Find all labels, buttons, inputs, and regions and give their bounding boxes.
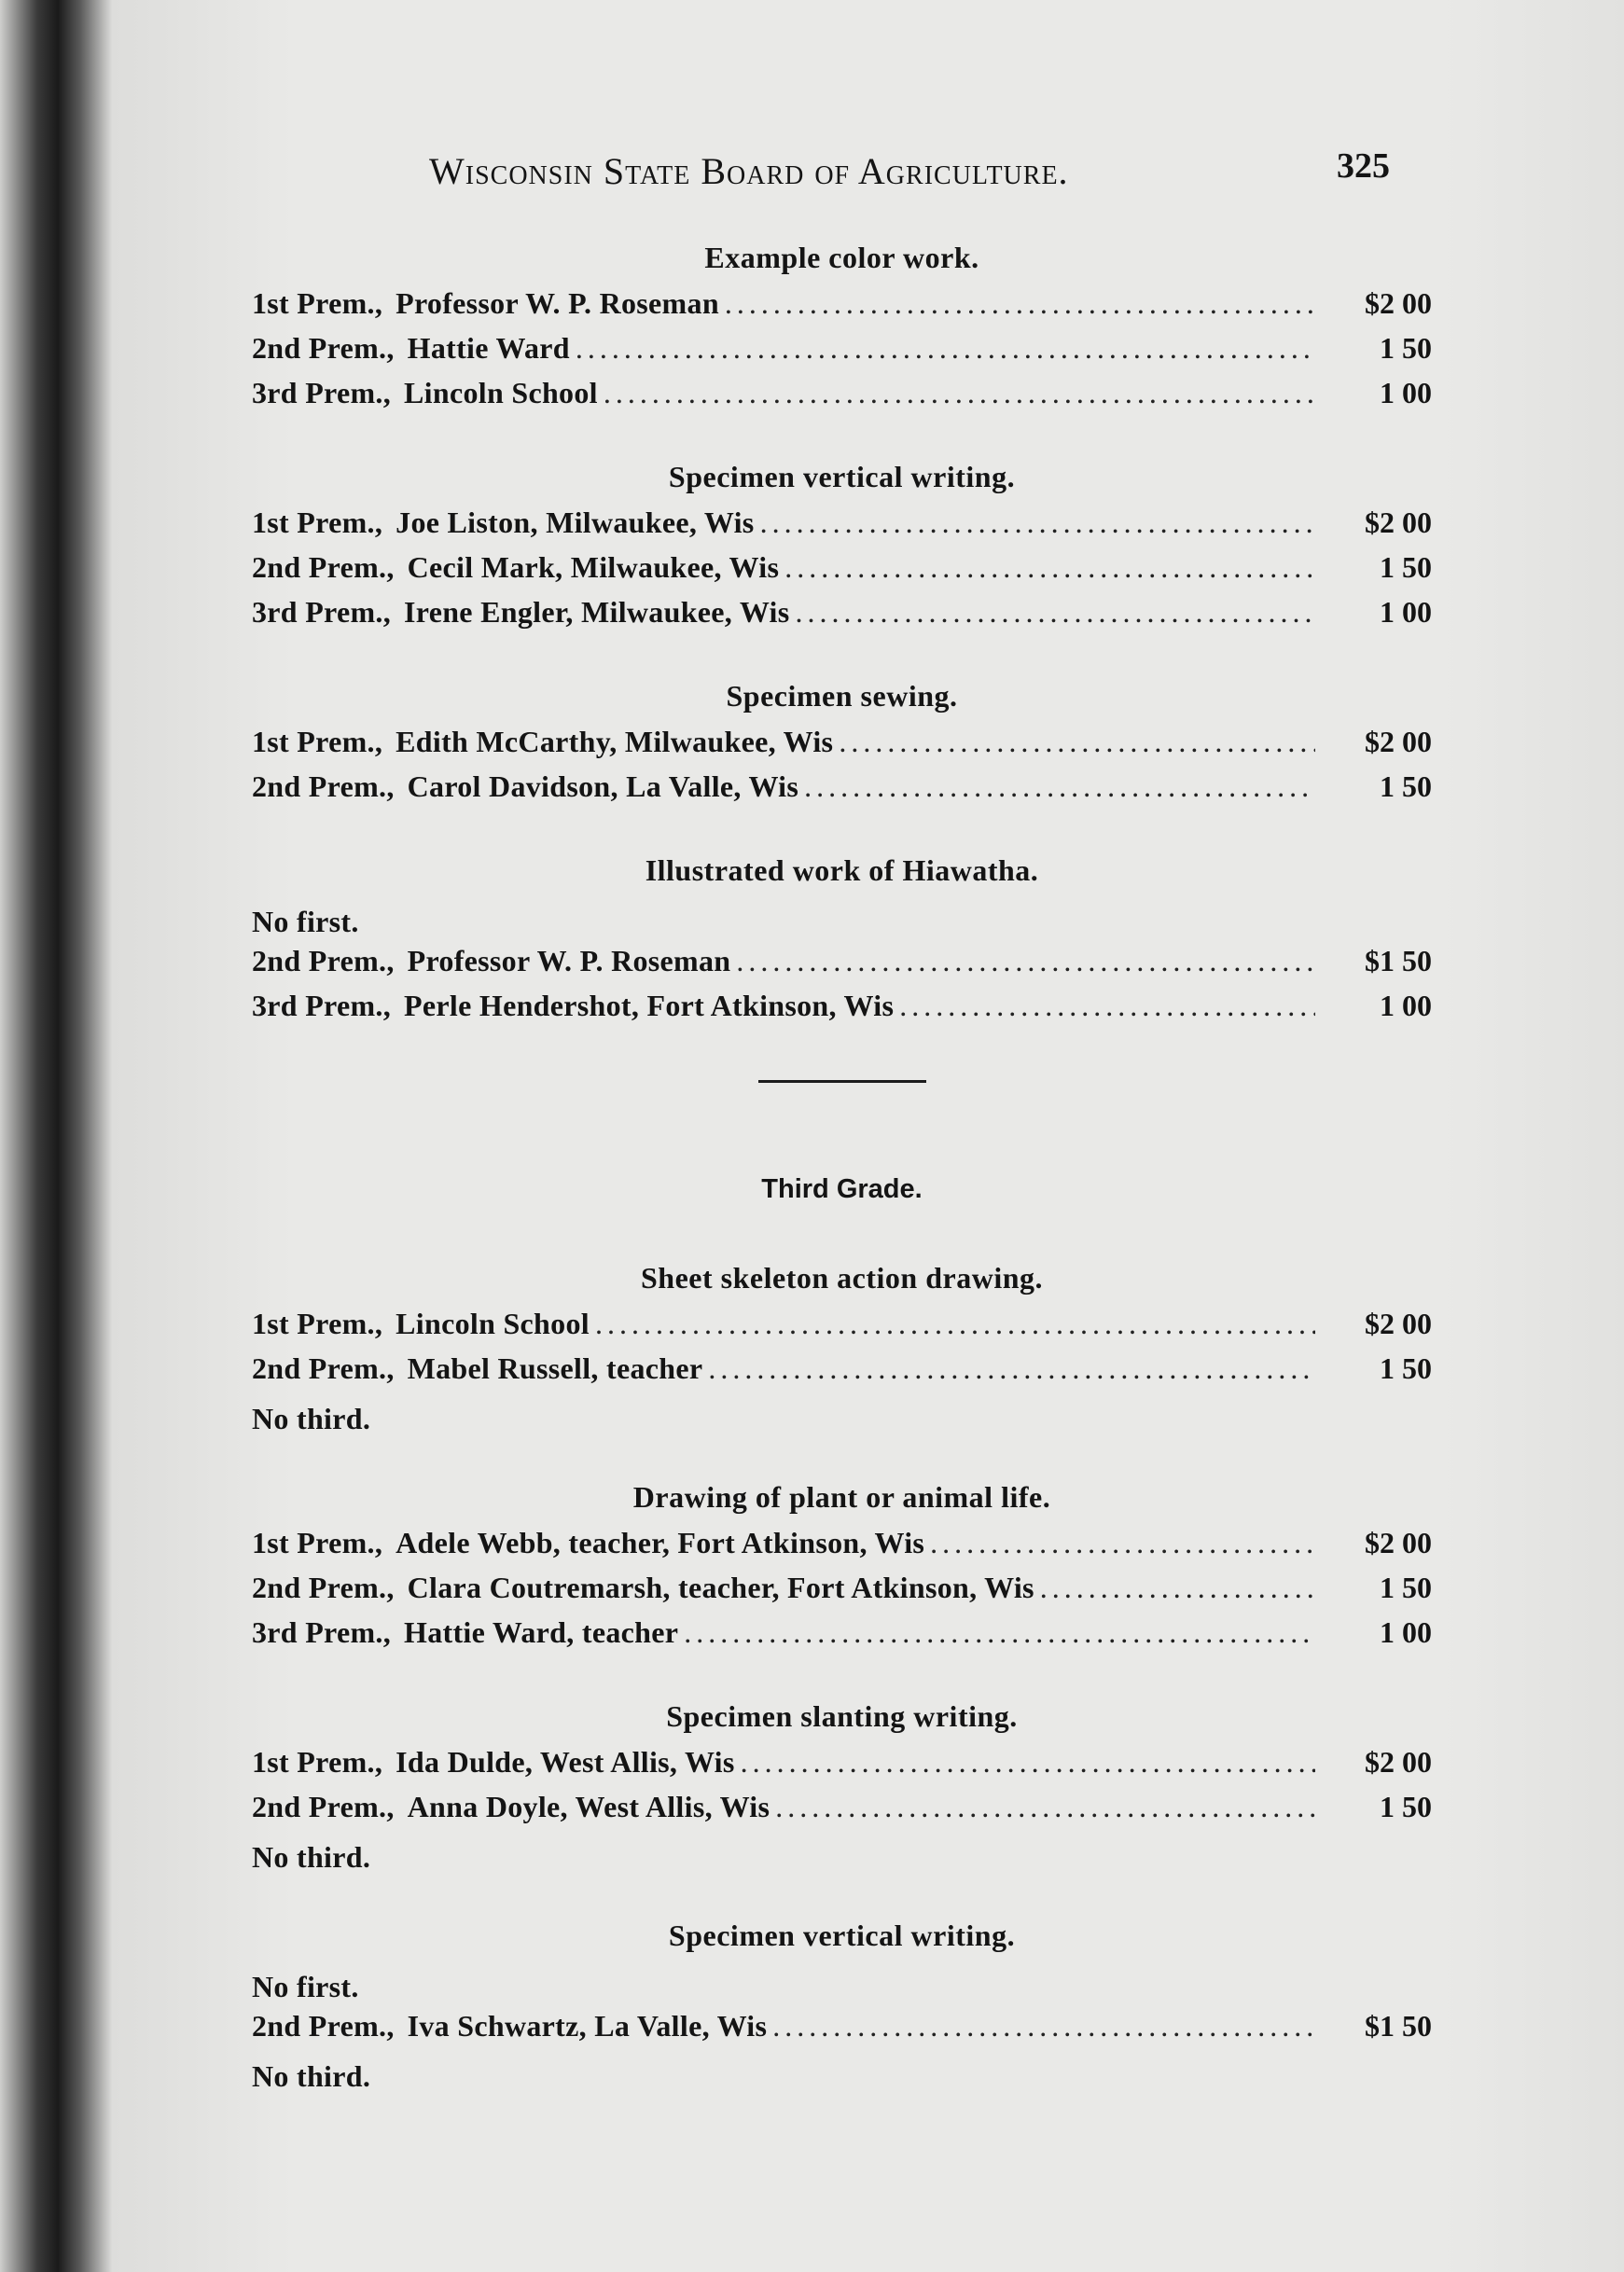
premium-list (252, 241, 1432, 2138)
winner-name: Mabel Russell, teacher (407, 1351, 703, 1385)
premium-rank: 3rd Prem., (252, 376, 392, 409)
premium-rank: 1st Prem., (252, 286, 383, 320)
premium-rank: 1st Prem., (252, 725, 383, 758)
premium-amount: $1 50 (1365, 944, 1432, 977)
premium-entry (252, 376, 1432, 421)
no-award-note: No first. (252, 905, 359, 938)
premium-entry (252, 944, 1432, 989)
winner-name: Edith McCarthy, Milwaukee, Wis (396, 725, 834, 758)
no-award-note: No third. (252, 2059, 371, 2093)
premium-amount: 1 50 (1380, 1571, 1432, 1604)
winner-name: Irene Engler, Milwaukee, Wis (404, 595, 790, 629)
winner-name: Anna Doyle, West Allis, Wis (407, 1790, 770, 1823)
winner-name: Clara Coutremarsh, teacher, Fort Atkinson, Wis (407, 1571, 1034, 1604)
premium-rank: 2nd Prem., (252, 1790, 395, 1823)
no-award-note: No first. (252, 1970, 359, 2003)
premium-entry (252, 595, 1432, 640)
dot-leader (839, 725, 1315, 759)
dot-leader (804, 769, 1315, 804)
premium-amount: 1 00 (1380, 1615, 1432, 1649)
dot-leader (725, 286, 1315, 321)
premium-rank: 2nd Prem., (252, 2009, 395, 2043)
premium-rank: 2nd Prem., (252, 1351, 395, 1385)
second-grade-sections (252, 241, 1432, 1033)
no-award-note: No third. (252, 1402, 371, 1435)
premium-entry (252, 2009, 1432, 2054)
premium-amount: 1 50 (1380, 1351, 1432, 1385)
running-head-title: Wisconsin State Board of Agriculture. (429, 150, 1069, 192)
premium-entry (252, 506, 1432, 550)
winner-name: Iva Schwartz, La Valle, Wis (407, 2009, 768, 2043)
category-heading: Drawing of plant or animal life. (632, 1480, 1051, 1514)
dot-leader (736, 944, 1315, 978)
premium-entry (252, 1790, 1432, 1835)
premium-amount: 1 00 (1380, 376, 1432, 409)
winner-name: Lincoln School (396, 1307, 590, 1340)
premium-amount: 1 00 (1380, 595, 1432, 629)
award-category (252, 241, 1432, 421)
category-heading: Sheet skeleton action drawing. (641, 1261, 1043, 1295)
premium-entry (252, 1571, 1432, 1615)
premium-amount: $2 00 (1365, 1307, 1432, 1340)
award-category (252, 853, 1432, 1033)
dot-leader (930, 1526, 1315, 1560)
dot-leader (760, 506, 1315, 540)
grade-title: Third Grade. (761, 1174, 923, 1204)
premium-rank: 3rd Prem., (252, 989, 392, 1022)
winner-name: Lincoln School (404, 376, 598, 409)
premium-rank: 1st Prem., (252, 1745, 383, 1779)
dot-leader (576, 331, 1315, 366)
premium-entry (252, 1526, 1432, 1571)
premium-entry (252, 1745, 1432, 1790)
category-heading: Example color work. (704, 241, 979, 274)
winner-name: Ida Dulde, West Allis, Wis (396, 1745, 735, 1779)
third-grade-sections (252, 1261, 1432, 2099)
premium-amount: $2 00 (1365, 725, 1432, 758)
award-category (252, 460, 1432, 640)
dot-leader (684, 1615, 1315, 1650)
premium-amount: $1 50 (1365, 2009, 1432, 2043)
section-divider-rule (758, 1080, 926, 1083)
premium-rank: 2nd Prem., (252, 331, 395, 365)
premium-entry (252, 286, 1432, 331)
premium-amount: 1 00 (1380, 989, 1432, 1022)
dot-leader (741, 1745, 1315, 1780)
premium-entry (252, 725, 1432, 769)
category-heading: Specimen slanting writing. (666, 1699, 1018, 1733)
premium-amount: 1 50 (1380, 1790, 1432, 1823)
premium-amount: $2 00 (1365, 286, 1432, 320)
premium-rank: 2nd Prem., (252, 1571, 395, 1604)
premium-amount: 1 50 (1380, 550, 1432, 584)
category-heading: Specimen sewing. (726, 679, 958, 713)
premium-rank: 2nd Prem., (252, 550, 395, 584)
winner-name: Perle Hendershot, Fort Atkinson, Wis (404, 989, 895, 1022)
book-binding-shadow (0, 0, 112, 2272)
premium-entry (252, 769, 1432, 814)
dot-leader (708, 1351, 1315, 1386)
premium-amount: 1 50 (1380, 331, 1432, 365)
premium-entry (252, 1351, 1432, 1396)
winner-name: Hattie Ward, teacher (404, 1615, 679, 1649)
premium-entry (252, 550, 1432, 595)
premium-entry (252, 1307, 1432, 1351)
dot-leader (1040, 1571, 1315, 1605)
dot-leader (796, 595, 1316, 630)
winner-name: Professor W. P. Roseman (396, 286, 719, 320)
premium-rank: 3rd Prem., (252, 1615, 392, 1649)
premium-amount: $2 00 (1365, 1745, 1432, 1779)
dot-leader (772, 2009, 1315, 2043)
winner-name: Cecil Mark, Milwaukee, Wis (407, 550, 780, 584)
premium-entry (252, 331, 1432, 376)
award-category (252, 679, 1432, 814)
winner-name: Joe Liston, Milwaukee, Wis (396, 506, 755, 539)
no-award-note: No third. (252, 1840, 371, 1874)
winner-name: Carol Davidson, La Valle, Wis (407, 769, 799, 803)
dot-leader (595, 1307, 1315, 1341)
premium-entry (252, 1615, 1432, 1660)
running-head (317, 146, 1427, 205)
award-category (252, 1919, 1432, 2099)
page-number: 325 (1337, 146, 1390, 186)
winner-name: Professor W. P. Roseman (407, 944, 731, 977)
award-category (252, 1480, 1432, 1660)
premium-rank: 1st Prem., (252, 506, 383, 539)
category-heading: Specimen vertical writing. (668, 460, 1016, 493)
award-category (252, 1699, 1432, 1879)
premium-amount: $2 00 (1365, 1526, 1432, 1559)
dot-leader (899, 989, 1315, 1023)
dot-leader (784, 550, 1315, 585)
premium-rank: 1st Prem., (252, 1526, 383, 1559)
premium-amount: 1 50 (1380, 769, 1432, 803)
dot-leader (604, 376, 1315, 410)
winner-name: Hattie Ward (407, 331, 570, 365)
winner-name: Adele Webb, teacher, Fort Atkinson, Wis (396, 1526, 925, 1559)
dot-leader (775, 1790, 1315, 1824)
premium-rank: 3rd Prem., (252, 595, 392, 629)
premium-amount: $2 00 (1365, 506, 1432, 539)
premium-rank: 2nd Prem., (252, 769, 395, 803)
premium-entry (252, 989, 1432, 1033)
premium-rank: 2nd Prem., (252, 944, 395, 977)
category-heading: Specimen vertical writing. (668, 1919, 1016, 1952)
category-heading: Illustrated work of Hiawatha. (645, 853, 1039, 887)
premium-rank: 1st Prem., (252, 1307, 383, 1340)
award-category (252, 1261, 1432, 1441)
